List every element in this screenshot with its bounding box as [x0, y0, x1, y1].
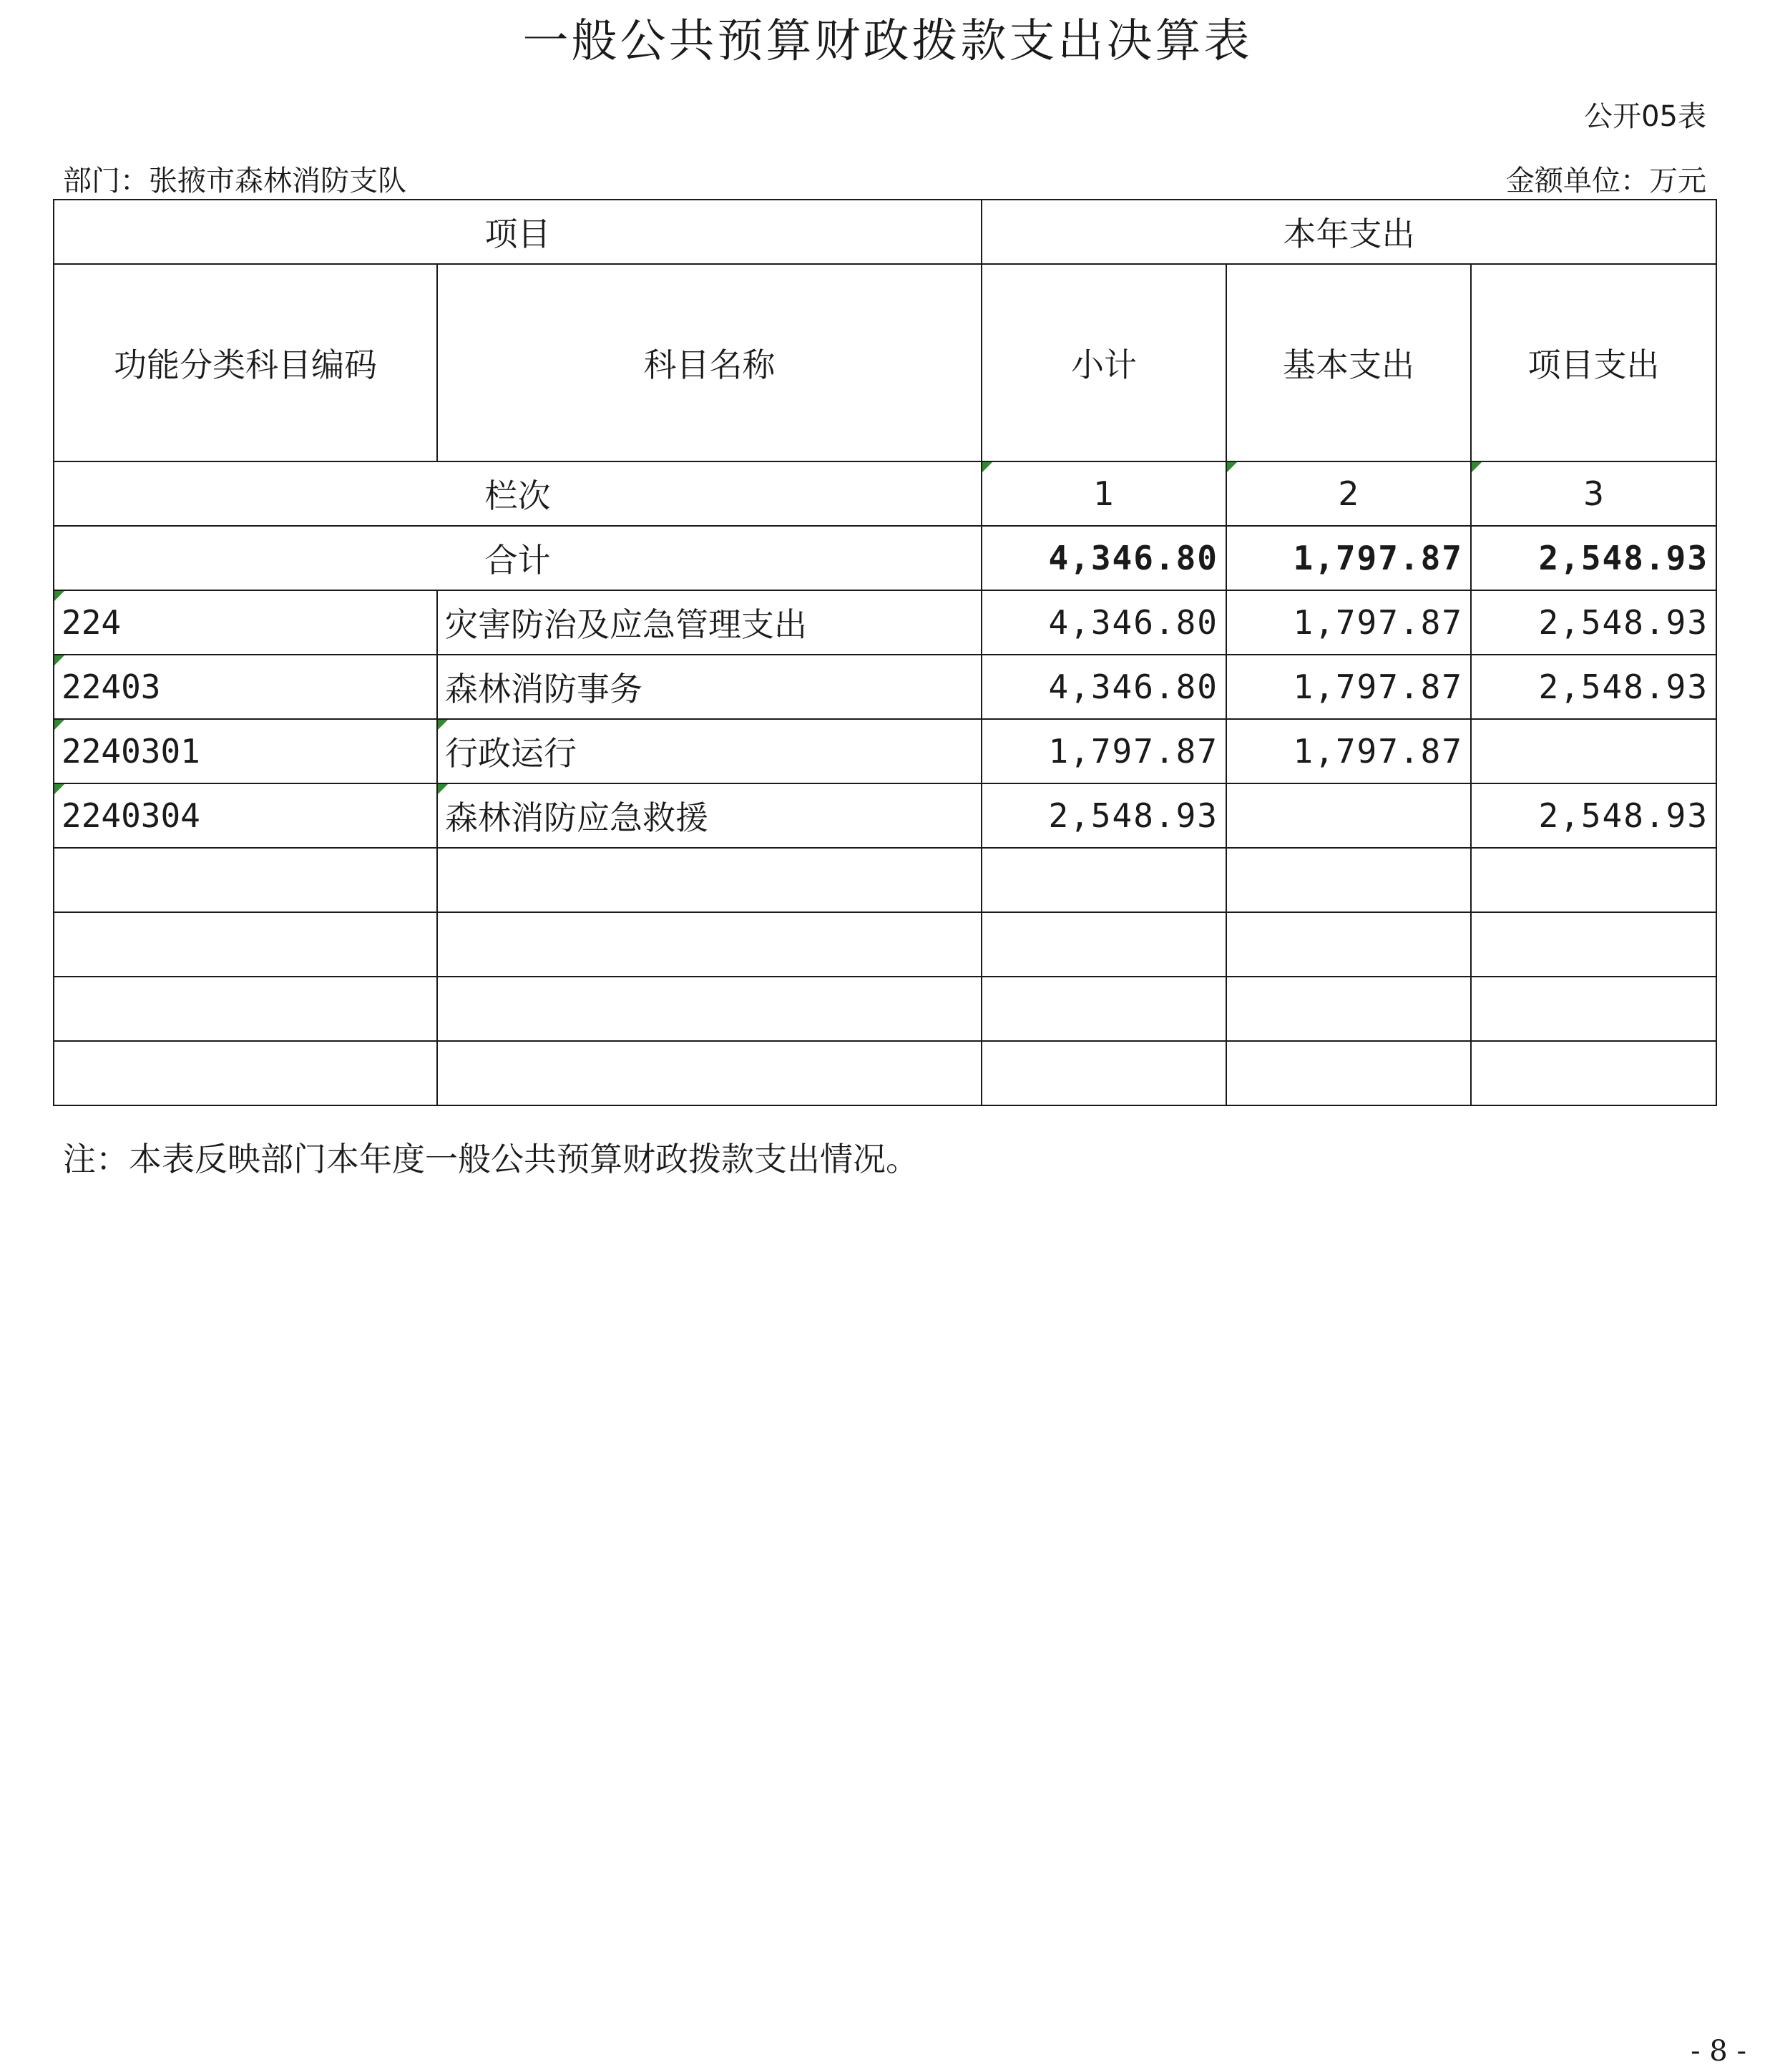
empty-cell	[982, 1041, 1226, 1105]
empty-cell	[982, 977, 1226, 1041]
empty-cell	[1226, 1041, 1471, 1105]
empty-cell	[437, 848, 982, 912]
table-note: 注：本表反映部门本年度一般公共预算财政拨款支出情况。	[63, 1140, 919, 1178]
empty-cell	[1471, 1041, 1716, 1105]
header-year: 本年支出	[982, 200, 1716, 264]
empty-cell	[1226, 912, 1471, 977]
index-3: 3	[1471, 461, 1716, 526]
row-project: 2,548.93	[1471, 783, 1716, 848]
total-label: 合计	[54, 526, 982, 590]
table-row	[54, 783, 1716, 848]
row-name: 森林消防事务	[437, 655, 982, 719]
empty-cell	[1226, 848, 1471, 912]
empty-cell	[982, 912, 1226, 977]
index-label: 栏次	[54, 461, 982, 526]
total-row	[54, 526, 1716, 590]
department-label: 部门：张掖市森林消防支队	[63, 165, 406, 197]
col-name-header: 科目名称	[437, 264, 982, 461]
header-item: 项目	[54, 200, 982, 264]
total-basic: 1,797.87	[1226, 526, 1471, 590]
header-row-1	[54, 200, 1716, 264]
empty-cell	[54, 848, 437, 912]
empty-row	[54, 1041, 1716, 1105]
index-2: 2	[1226, 461, 1471, 526]
form-number: 公开05表	[1584, 100, 1706, 133]
total-subtotal: 4,346.80	[982, 526, 1226, 590]
row-project: 2,548.93	[1471, 655, 1716, 719]
row-code: 2240301	[54, 719, 437, 783]
row-project: 2,548.93	[1471, 590, 1716, 655]
empty-cell	[437, 912, 982, 977]
table-row	[54, 655, 1716, 719]
col-subtotal-header: 小计	[982, 264, 1226, 461]
unit-label: 金额单位：万元	[1506, 165, 1706, 197]
empty-cell	[54, 977, 437, 1041]
header-row-2	[54, 264, 1716, 461]
col-basic-header: 基本支出	[1226, 264, 1471, 461]
row-basic: 1,797.87	[1226, 655, 1471, 719]
empty-cell	[54, 1041, 437, 1105]
table-row	[54, 590, 1716, 655]
index-row	[54, 461, 1716, 526]
row-subtotal: 4,346.80	[982, 655, 1226, 719]
total-project: 2,548.93	[1471, 526, 1716, 590]
row-project	[1471, 719, 1716, 783]
empty-cell	[437, 1041, 982, 1105]
row-basic: 1,797.87	[1226, 719, 1471, 783]
expenditure-table	[53, 199, 1717, 1106]
empty-cell	[1471, 848, 1716, 912]
table-row	[54, 719, 1716, 783]
empty-cell	[54, 912, 437, 977]
empty-cell	[437, 977, 982, 1041]
empty-row	[54, 977, 1716, 1041]
row-code: 224	[54, 590, 437, 655]
row-code: 22403	[54, 655, 437, 719]
row-name: 行政运行	[437, 719, 982, 783]
row-subtotal: 2,548.93	[982, 783, 1226, 848]
row-name: 灾害防治及应急管理支出	[437, 590, 982, 655]
page-number: - 8 -	[1691, 2035, 1746, 2068]
empty-row	[54, 912, 1716, 977]
col-code-header: 功能分类科目编码	[54, 264, 437, 461]
empty-cell	[1471, 912, 1716, 977]
empty-cell	[1226, 977, 1471, 1041]
col-project-header: 项目支出	[1471, 264, 1716, 461]
row-subtotal: 1,797.87	[982, 719, 1226, 783]
row-code: 2240304	[54, 783, 437, 848]
row-name: 森林消防应急救援	[437, 783, 982, 848]
empty-row	[54, 848, 1716, 912]
page-title: 一般公共预算财政拨款支出决算表	[522, 15, 1253, 68]
empty-cell	[1471, 977, 1716, 1041]
row-basic	[1226, 783, 1471, 848]
row-basic: 1,797.87	[1226, 590, 1471, 655]
empty-cell	[982, 848, 1226, 912]
row-subtotal: 4,346.80	[982, 590, 1226, 655]
index-1: 1	[982, 461, 1226, 526]
